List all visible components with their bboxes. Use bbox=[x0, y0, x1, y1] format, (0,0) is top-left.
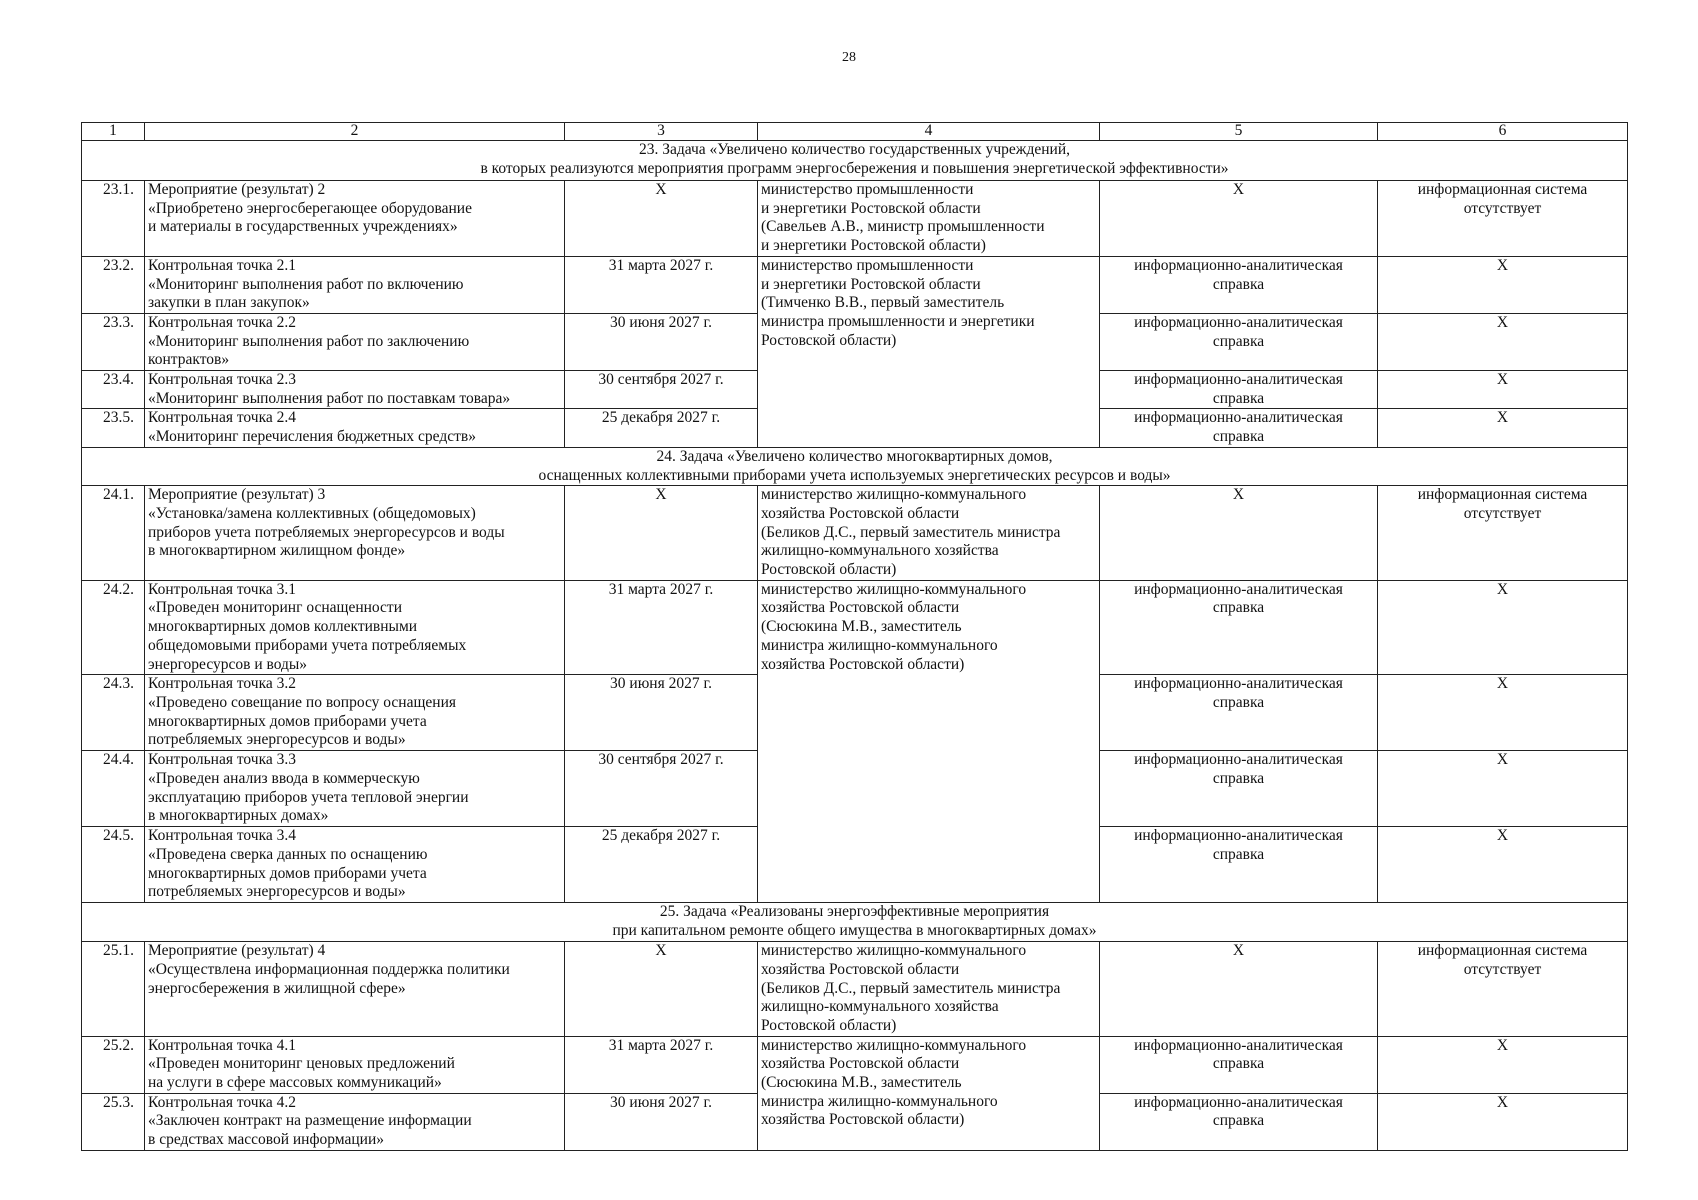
activity-name: Контрольная точка 2.2 «Мониторинг выполнения работ по заключению контрактов» bbox=[145, 313, 565, 370]
information-system: Х bbox=[1378, 256, 1628, 313]
information-system: Х bbox=[1378, 675, 1628, 751]
document-type: информационно-аналитическая справка bbox=[1100, 751, 1378, 827]
row-number: 24.4. bbox=[82, 751, 145, 827]
deadline: 25 декабря 2027 г. bbox=[565, 827, 758, 903]
column-header: 6 bbox=[1378, 123, 1628, 141]
deadline: 31 марта 2027 г. bbox=[565, 1036, 758, 1093]
deadline: Х bbox=[565, 181, 758, 257]
information-system: Х bbox=[1378, 1093, 1628, 1150]
activity-name: Контрольная точка 2.3 «Мониторинг выполнения работ по поставкам товара» bbox=[145, 371, 565, 409]
row-number: 23.5. bbox=[82, 409, 145, 447]
document-type: информационно-аналитическая справка bbox=[1100, 256, 1378, 313]
information-system: Х bbox=[1378, 751, 1628, 827]
task-header-row bbox=[82, 903, 1628, 942]
deadline: 30 июня 2027 г. bbox=[565, 1093, 758, 1150]
deadline: 25 декабря 2027 г. bbox=[565, 409, 758, 447]
information-system: информационная система отсутствует bbox=[1378, 486, 1628, 581]
information-system: Х bbox=[1378, 580, 1628, 675]
document-type: информационно-аналитическая справка bbox=[1100, 827, 1378, 903]
document-type: информационно-аналитическая справка bbox=[1100, 371, 1378, 409]
task-title: 25. Задача «Реализованы энергоэффективные мероприятия при капитальном ремонте общего имущества в многоквартирных домах» bbox=[82, 903, 1628, 942]
table-row bbox=[82, 1036, 1628, 1093]
document-type: Х bbox=[1100, 942, 1378, 1037]
column-header: 3 bbox=[565, 123, 758, 141]
table-row bbox=[82, 942, 1628, 1037]
row-number: 24.2. bbox=[82, 580, 145, 675]
activity-name: Контрольная точка 3.2 «Проведено совещание по вопросу оснащения многоквартирных домов приборами учета потребляемых энергоресурсов и воды» bbox=[145, 675, 565, 751]
row-number: 25.1. bbox=[82, 942, 145, 1037]
information-system: информационная система отсутствует bbox=[1378, 181, 1628, 257]
column-header: 4 bbox=[758, 123, 1100, 141]
information-system: Х bbox=[1378, 371, 1628, 409]
row-number: 23.1. bbox=[82, 181, 145, 257]
deadline: 31 марта 2027 г. bbox=[565, 256, 758, 313]
task-title: 23. Задача «Увеличено количество государственных учреждений, в которых реализуются мероприятия программ энергосбережения и повышения энергетической эффективности» bbox=[82, 141, 1628, 181]
row-number: 24.1. bbox=[82, 486, 145, 581]
row-number: 25.3. bbox=[82, 1093, 145, 1150]
table-row bbox=[82, 256, 1628, 313]
document-type: информационно-аналитическая справка bbox=[1100, 409, 1378, 447]
deadline: 30 сентября 2027 г. bbox=[565, 371, 758, 409]
document-type: Х bbox=[1100, 486, 1378, 581]
activity-name: Контрольная точка 2.1 «Мониторинг выполнения работ по включению закупки в план закупок» bbox=[145, 256, 565, 313]
information-system: информационная система отсутствует bbox=[1378, 942, 1628, 1037]
responsible: министерство промышленности и энергетики Ростовской области (Савельев А.В., министр промышленности и энергетики Ростовской области) bbox=[758, 181, 1100, 257]
responsible: министерство жилищно-коммунального хозяйства Ростовской области (Сюсюкина М.В., заместитель министра жилищно-коммунального хозяйства Ростовской области) bbox=[758, 580, 1100, 902]
deadline: Х bbox=[565, 486, 758, 581]
column-number-row bbox=[82, 123, 1628, 141]
plan-table bbox=[81, 122, 1628, 1151]
task-title: 24. Задача «Увеличено количество многоквартирных домов, оснащенных коллективными приборами учета используемых энергетических ресурсов и воды» bbox=[82, 447, 1628, 485]
row-number: 24.5. bbox=[82, 827, 145, 903]
deadline: 30 сентября 2027 г. bbox=[565, 751, 758, 827]
activity-name: Мероприятие (результат) 4 «Осуществлена информационная поддержка политики энергосбережения в жилищной сфере» bbox=[145, 942, 565, 1037]
responsible: министерство жилищно-коммунального хозяйства Ростовской области (Беликов Д.С., первый заместитель министра жилищно-коммунального хозяйства Ростовской области) bbox=[758, 486, 1100, 581]
activity-name: Контрольная точка 3.3 «Проведен анализ ввода в коммерческую эксплуатацию приборов учета тепловой энергии в многоквартирных домах» bbox=[145, 751, 565, 827]
activity-name: Контрольная точка 4.1 «Проведен мониторинг ценовых предложений на услуги в сфере массовых коммуникаций» bbox=[145, 1036, 565, 1093]
document-type: информационно-аналитическая справка bbox=[1100, 675, 1378, 751]
task-header-row bbox=[82, 141, 1628, 181]
activity-name: Контрольная точка 2.4 «Мониторинг перечисления бюджетных средств» bbox=[145, 409, 565, 447]
activity-name: Контрольная точка 4.2 «Заключен контракт на размещение информации в средствах массовой информации» bbox=[145, 1093, 565, 1150]
information-system: Х bbox=[1378, 409, 1628, 447]
document-type: информационно-аналитическая справка bbox=[1100, 1093, 1378, 1150]
row-number: 23.2. bbox=[82, 256, 145, 313]
information-system: Х bbox=[1378, 827, 1628, 903]
row-number: 23.4. bbox=[82, 371, 145, 409]
column-header: 1 bbox=[82, 123, 145, 141]
deadline: 31 марта 2027 г. bbox=[565, 580, 758, 675]
responsible: министерство промышленности и энергетики Ростовской области (Тимченко В.В., первый заместитель министра промышленности и энергетики Ростовской области) bbox=[758, 256, 1100, 447]
row-number: 24.3. bbox=[82, 675, 145, 751]
column-header: 5 bbox=[1100, 123, 1378, 141]
information-system: Х bbox=[1378, 313, 1628, 370]
activity-name: Контрольная точка 3.1 «Проведен мониторинг оснащенности многоквартирных домов коллективными общедомовыми приборами учета потребляемых энергоресурсов и воды» bbox=[145, 580, 565, 675]
document-type: информационно-аналитическая справка bbox=[1100, 1036, 1378, 1093]
table-row bbox=[82, 580, 1628, 675]
information-system: Х bbox=[1378, 1036, 1628, 1093]
column-header: 2 bbox=[145, 123, 565, 141]
table-row bbox=[82, 486, 1628, 581]
document-type: информационно-аналитическая справка bbox=[1100, 580, 1378, 675]
document-type: Х bbox=[1100, 181, 1378, 257]
activity-name: Мероприятие (результат) 3 «Установка/замена коллективных (общедомовых) приборов учета потребляемых энергоресурсов и воды в многоквартирном жилищном фонде» bbox=[145, 486, 565, 581]
deadline: 30 июня 2027 г. bbox=[565, 675, 758, 751]
responsible: министерство жилищно-коммунального хозяйства Ростовской области (Беликов Д.С., первый заместитель министра жилищно-коммунального хозяйства Ростовской области) bbox=[758, 942, 1100, 1037]
row-number: 23.3. bbox=[82, 313, 145, 370]
activity-name: Мероприятие (результат) 2 «Приобретено энергосберегающее оборудование и материалы в государственных учреждениях» bbox=[145, 181, 565, 257]
task-header-row bbox=[82, 447, 1628, 485]
document-type: информационно-аналитическая справка bbox=[1100, 313, 1378, 370]
row-number: 25.2. bbox=[82, 1036, 145, 1093]
deadline: 30 июня 2027 г. bbox=[565, 313, 758, 370]
responsible: министерство жилищно-коммунального хозяйства Ростовской области (Сюсюкина М.В., заместитель министра жилищно-коммунального хозяйства Ростовской области) bbox=[758, 1036, 1100, 1150]
page-number: 28 bbox=[842, 50, 856, 65]
activity-name: Контрольная точка 3.4 «Проведена сверка данных по оснащению многоквартирных домов приборами учета потребляемых энергоресурсов и воды» bbox=[145, 827, 565, 903]
deadline: Х bbox=[565, 942, 758, 1037]
table-row bbox=[82, 181, 1628, 257]
